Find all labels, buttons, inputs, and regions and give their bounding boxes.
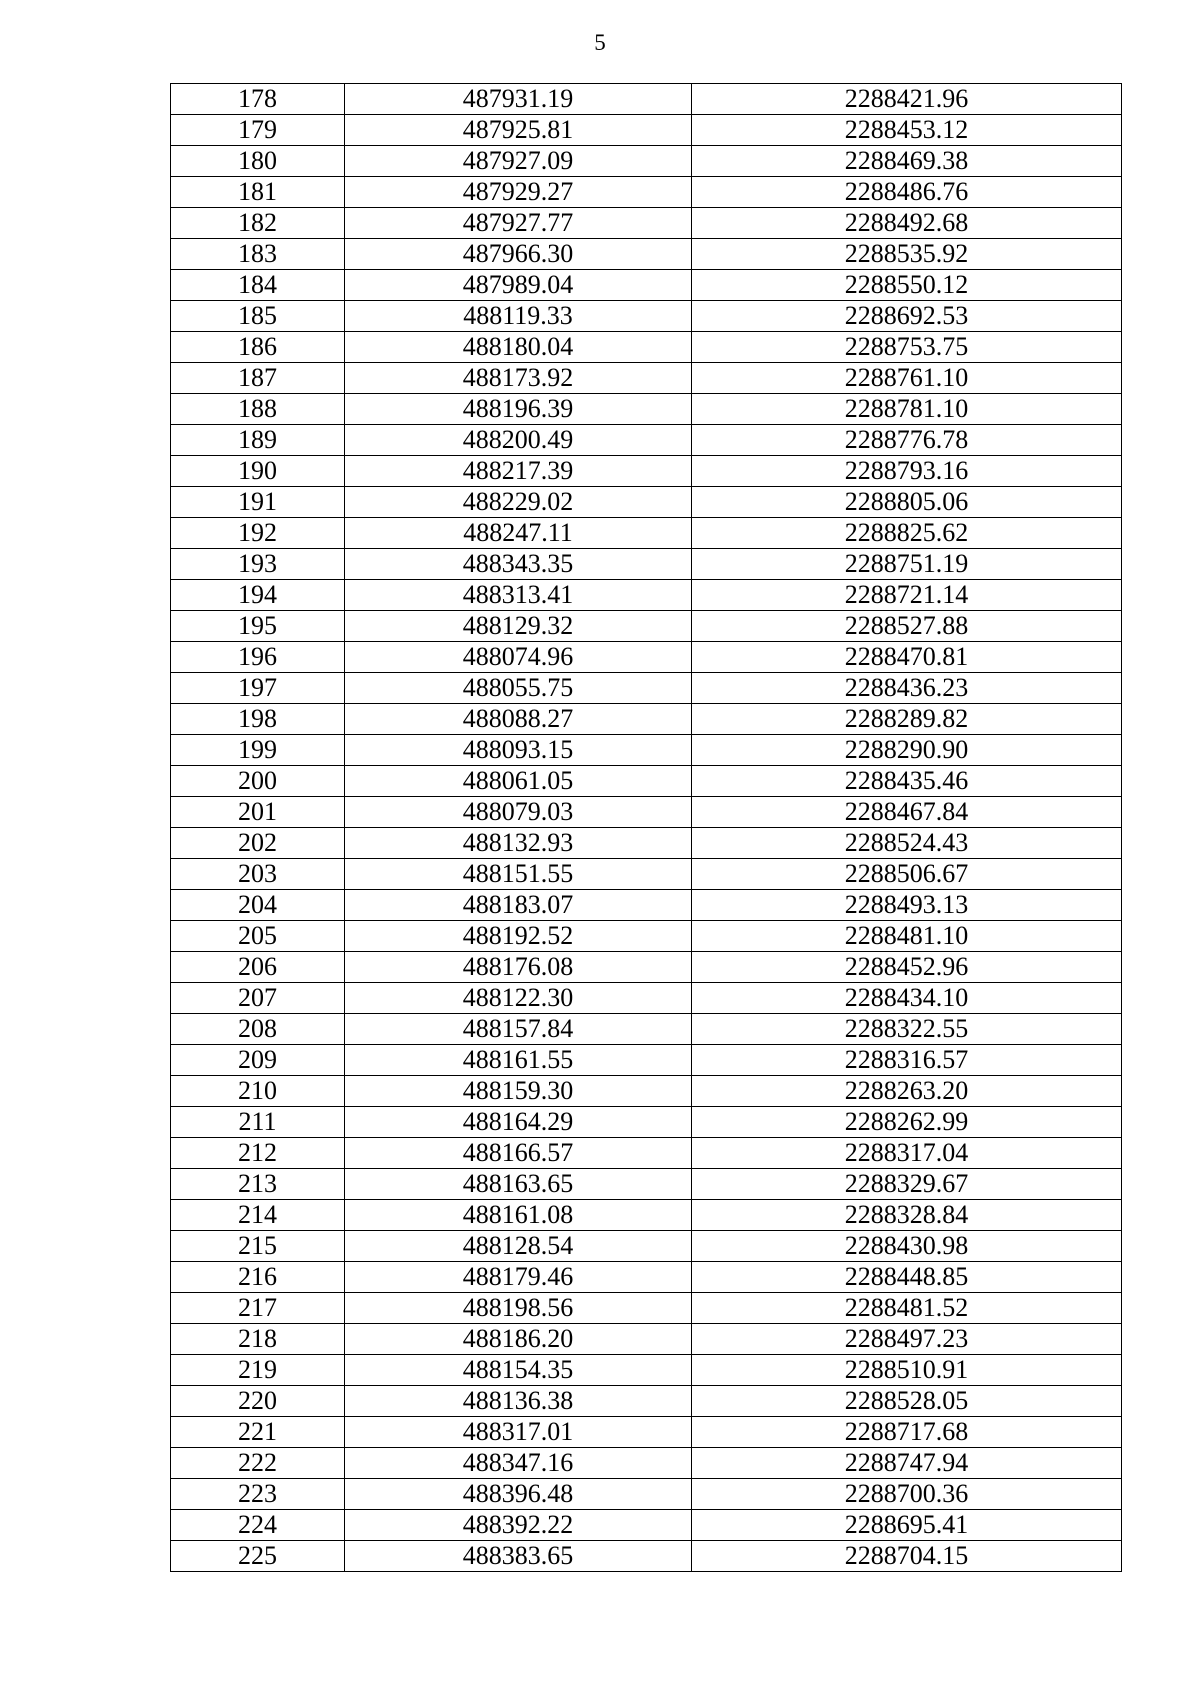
point-number-cell: 200: [171, 766, 345, 797]
point-number-cell: 224: [171, 1510, 345, 1541]
coordinate-table: [170, 83, 1122, 1572]
x-coordinate-cell: 488079.03: [345, 797, 692, 828]
point-number-cell: 219: [171, 1355, 345, 1386]
y-coordinate-cell: 2288492.68: [692, 208, 1122, 239]
x-coordinate-cell: 488200.49: [345, 425, 692, 456]
point-number-cell: 187: [171, 363, 345, 394]
x-coordinate-cell: 488055.75: [345, 673, 692, 704]
point-number-cell: 209: [171, 1045, 345, 1076]
x-coordinate-cell: 488196.39: [345, 394, 692, 425]
y-coordinate-cell: 2288695.41: [692, 1510, 1122, 1541]
x-coordinate-cell: 488161.08: [345, 1200, 692, 1231]
table-row: [171, 363, 1122, 394]
y-coordinate-cell: 2288493.13: [692, 890, 1122, 921]
table-row: [171, 1386, 1122, 1417]
point-number-cell: 204: [171, 890, 345, 921]
x-coordinate-cell: 488128.54: [345, 1231, 692, 1262]
point-number-cell: 199: [171, 735, 345, 766]
x-coordinate-cell: 488088.27: [345, 704, 692, 735]
y-coordinate-cell: 2288448.85: [692, 1262, 1122, 1293]
x-coordinate-cell: 488157.84: [345, 1014, 692, 1045]
y-coordinate-cell: 2288535.92: [692, 239, 1122, 270]
table-row: [171, 1417, 1122, 1448]
table-row: [171, 270, 1122, 301]
y-coordinate-cell: 2288721.14: [692, 580, 1122, 611]
y-coordinate-cell: 2288700.36: [692, 1479, 1122, 1510]
table-row: [171, 177, 1122, 208]
coordinate-table-body: [171, 84, 1122, 1572]
y-coordinate-cell: 2288436.23: [692, 673, 1122, 704]
y-coordinate-cell: 2288524.43: [692, 828, 1122, 859]
x-coordinate-cell: 487927.77: [345, 208, 692, 239]
table-row: [171, 1262, 1122, 1293]
point-number-cell: 205: [171, 921, 345, 952]
point-number-cell: 211: [171, 1107, 345, 1138]
point-number-cell: 197: [171, 673, 345, 704]
y-coordinate-cell: 2288486.76: [692, 177, 1122, 208]
x-coordinate-cell: 487929.27: [345, 177, 692, 208]
x-coordinate-cell: 487966.30: [345, 239, 692, 270]
point-number-cell: 182: [171, 208, 345, 239]
table-row: [171, 1541, 1122, 1572]
table-row: [171, 766, 1122, 797]
x-coordinate-cell: 488164.29: [345, 1107, 692, 1138]
table-row: [171, 518, 1122, 549]
x-coordinate-cell: 488161.55: [345, 1045, 692, 1076]
x-coordinate-cell: 487925.81: [345, 115, 692, 146]
y-coordinate-cell: 2288435.46: [692, 766, 1122, 797]
point-number-cell: 181: [171, 177, 345, 208]
y-coordinate-cell: 2288506.67: [692, 859, 1122, 890]
table-row: [171, 735, 1122, 766]
table-row: [171, 1231, 1122, 1262]
x-coordinate-cell: 488180.04: [345, 332, 692, 363]
x-coordinate-cell: 488383.65: [345, 1541, 692, 1572]
point-number-cell: 198: [171, 704, 345, 735]
table-row: [171, 611, 1122, 642]
x-coordinate-cell: 488163.65: [345, 1169, 692, 1200]
point-number-cell: 207: [171, 983, 345, 1014]
x-coordinate-cell: 488074.96: [345, 642, 692, 673]
x-coordinate-cell: 488396.48: [345, 1479, 692, 1510]
y-coordinate-cell: 2288717.68: [692, 1417, 1122, 1448]
x-coordinate-cell: 488313.41: [345, 580, 692, 611]
x-coordinate-cell: 488192.52: [345, 921, 692, 952]
point-number-cell: 213: [171, 1169, 345, 1200]
table-row: [171, 673, 1122, 704]
y-coordinate-cell: 2288528.05: [692, 1386, 1122, 1417]
point-number-cell: 180: [171, 146, 345, 177]
x-coordinate-cell: 488166.57: [345, 1138, 692, 1169]
y-coordinate-cell: 2288470.81: [692, 642, 1122, 673]
x-coordinate-cell: 488132.93: [345, 828, 692, 859]
table-row: [171, 1510, 1122, 1541]
y-coordinate-cell: 2288751.19: [692, 549, 1122, 580]
point-number-cell: 195: [171, 611, 345, 642]
y-coordinate-cell: 2288781.10: [692, 394, 1122, 425]
point-number-cell: 184: [171, 270, 345, 301]
table-row: [171, 983, 1122, 1014]
y-coordinate-cell: 2288481.10: [692, 921, 1122, 952]
x-coordinate-cell: 488119.33: [345, 301, 692, 332]
table-row: [171, 859, 1122, 890]
y-coordinate-cell: 2288316.57: [692, 1045, 1122, 1076]
table-row: [171, 549, 1122, 580]
point-number-cell: 194: [171, 580, 345, 611]
x-coordinate-cell: 488176.08: [345, 952, 692, 983]
x-coordinate-cell: 488093.15: [345, 735, 692, 766]
y-coordinate-cell: 2288704.15: [692, 1541, 1122, 1572]
y-coordinate-cell: 2288469.38: [692, 146, 1122, 177]
y-coordinate-cell: 2288290.90: [692, 735, 1122, 766]
y-coordinate-cell: 2288825.62: [692, 518, 1122, 549]
point-number-cell: 217: [171, 1293, 345, 1324]
y-coordinate-cell: 2288317.04: [692, 1138, 1122, 1169]
y-coordinate-cell: 2288692.53: [692, 301, 1122, 332]
x-coordinate-cell: 488317.01: [345, 1417, 692, 1448]
table-row: [171, 332, 1122, 363]
table-row: [171, 394, 1122, 425]
y-coordinate-cell: 2288793.16: [692, 456, 1122, 487]
table-row: [171, 1200, 1122, 1231]
x-coordinate-cell: 488247.11: [345, 518, 692, 549]
x-coordinate-cell: 488173.92: [345, 363, 692, 394]
x-coordinate-cell: 487989.04: [345, 270, 692, 301]
table-row: [171, 1107, 1122, 1138]
y-coordinate-cell: 2288550.12: [692, 270, 1122, 301]
x-coordinate-cell: 488154.35: [345, 1355, 692, 1386]
y-coordinate-cell: 2288328.84: [692, 1200, 1122, 1231]
point-number-cell: 201: [171, 797, 345, 828]
point-number-cell: 190: [171, 456, 345, 487]
y-coordinate-cell: 2288481.52: [692, 1293, 1122, 1324]
table-row: [171, 487, 1122, 518]
y-coordinate-cell: 2288497.23: [692, 1324, 1122, 1355]
x-coordinate-cell: 488347.16: [345, 1448, 692, 1479]
y-coordinate-cell: 2288753.75: [692, 332, 1122, 363]
x-coordinate-cell: 488122.30: [345, 983, 692, 1014]
table-row: [171, 1293, 1122, 1324]
table-row: [171, 580, 1122, 611]
table-row: [171, 115, 1122, 146]
point-number-cell: 214: [171, 1200, 345, 1231]
table-row: [171, 704, 1122, 735]
y-coordinate-cell: 2288322.55: [692, 1014, 1122, 1045]
point-number-cell: 220: [171, 1386, 345, 1417]
y-coordinate-cell: 2288510.91: [692, 1355, 1122, 1386]
table-row: [171, 208, 1122, 239]
x-coordinate-cell: 488151.55: [345, 859, 692, 890]
point-number-cell: 186: [171, 332, 345, 363]
point-number-cell: 193: [171, 549, 345, 580]
point-number-cell: 192: [171, 518, 345, 549]
page-number: 5: [594, 30, 606, 55]
y-coordinate-cell: 2288452.96: [692, 952, 1122, 983]
x-coordinate-cell: 488183.07: [345, 890, 692, 921]
y-coordinate-cell: 2288467.84: [692, 797, 1122, 828]
point-number-cell: 218: [171, 1324, 345, 1355]
point-number-cell: 179: [171, 115, 345, 146]
x-coordinate-cell: 488186.20: [345, 1324, 692, 1355]
point-number-cell: 212: [171, 1138, 345, 1169]
point-number-cell: 215: [171, 1231, 345, 1262]
table-row: [171, 642, 1122, 673]
x-coordinate-cell: 488179.46: [345, 1262, 692, 1293]
y-coordinate-cell: 2288263.20: [692, 1076, 1122, 1107]
point-number-cell: 202: [171, 828, 345, 859]
point-number-cell: 221: [171, 1417, 345, 1448]
y-coordinate-cell: 2288747.94: [692, 1448, 1122, 1479]
x-coordinate-cell: 488229.02: [345, 487, 692, 518]
table-row: [171, 239, 1122, 270]
table-row: [171, 425, 1122, 456]
table-row: [171, 1076, 1122, 1107]
point-number-cell: 225: [171, 1541, 345, 1572]
table-row: [171, 1448, 1122, 1479]
table-row: [171, 890, 1122, 921]
table-row: [171, 1169, 1122, 1200]
table-row: [171, 84, 1122, 115]
y-coordinate-cell: 2288453.12: [692, 115, 1122, 146]
point-number-cell: 216: [171, 1262, 345, 1293]
x-coordinate-cell: 488343.35: [345, 549, 692, 580]
y-coordinate-cell: 2288776.78: [692, 425, 1122, 456]
point-number-cell: 223: [171, 1479, 345, 1510]
table-row: [171, 1479, 1122, 1510]
point-number-cell: 183: [171, 239, 345, 270]
point-number-cell: 189: [171, 425, 345, 456]
point-number-cell: 185: [171, 301, 345, 332]
x-coordinate-cell: 488136.38: [345, 1386, 692, 1417]
x-coordinate-cell: 488198.56: [345, 1293, 692, 1324]
y-coordinate-cell: 2288761.10: [692, 363, 1122, 394]
point-number-cell: 222: [171, 1448, 345, 1479]
point-number-cell: 191: [171, 487, 345, 518]
x-coordinate-cell: 488217.39: [345, 456, 692, 487]
y-coordinate-cell: 2288421.96: [692, 84, 1122, 115]
point-number-cell: 208: [171, 1014, 345, 1045]
table-row: [171, 1138, 1122, 1169]
x-coordinate-cell: 488061.05: [345, 766, 692, 797]
y-coordinate-cell: 2288805.06: [692, 487, 1122, 518]
x-coordinate-cell: 487931.19: [345, 84, 692, 115]
point-number-cell: 203: [171, 859, 345, 890]
y-coordinate-cell: 2288289.82: [692, 704, 1122, 735]
point-number-cell: 196: [171, 642, 345, 673]
y-coordinate-cell: 2288430.98: [692, 1231, 1122, 1262]
x-coordinate-cell: 487927.09: [345, 146, 692, 177]
table-row: [171, 1324, 1122, 1355]
y-coordinate-cell: 2288329.67: [692, 1169, 1122, 1200]
y-coordinate-cell: 2288262.99: [692, 1107, 1122, 1138]
table-row: [171, 301, 1122, 332]
y-coordinate-cell: 2288527.88: [692, 611, 1122, 642]
table-row: [171, 797, 1122, 828]
table-row: [171, 456, 1122, 487]
table-row: [171, 828, 1122, 859]
y-coordinate-cell: 2288434.10: [692, 983, 1122, 1014]
table-row: [171, 1045, 1122, 1076]
point-number-cell: 178: [171, 84, 345, 115]
point-number-cell: 210: [171, 1076, 345, 1107]
point-number-cell: 206: [171, 952, 345, 983]
x-coordinate-cell: 488129.32: [345, 611, 692, 642]
x-coordinate-cell: 488392.22: [345, 1510, 692, 1541]
table-row: [171, 1014, 1122, 1045]
table-row: [171, 146, 1122, 177]
table-row: [171, 921, 1122, 952]
table-row: [171, 1355, 1122, 1386]
table-row: [171, 952, 1122, 983]
point-number-cell: 188: [171, 394, 345, 425]
x-coordinate-cell: 488159.30: [345, 1076, 692, 1107]
